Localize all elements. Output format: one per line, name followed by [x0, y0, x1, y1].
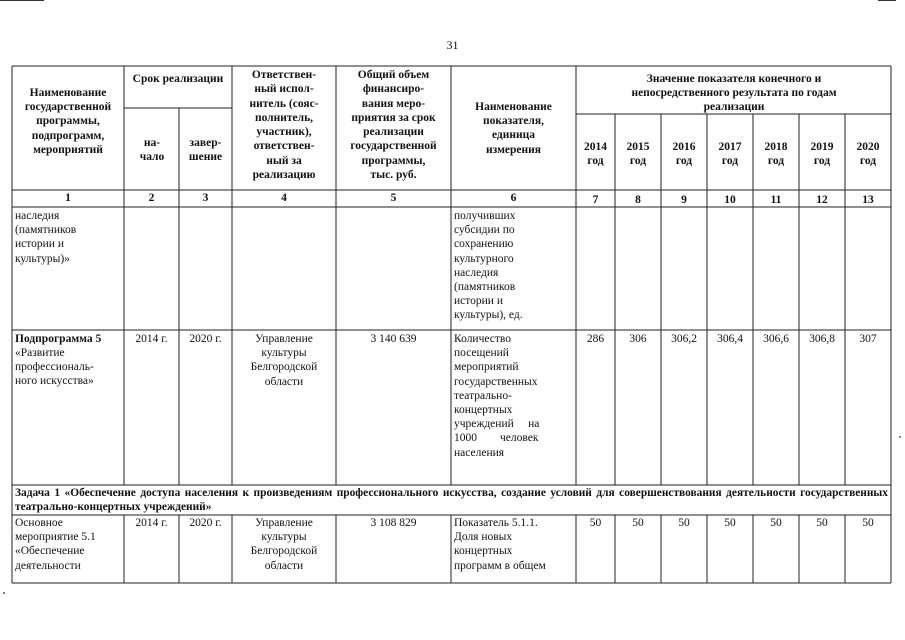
continuation-indicator-text: получивших субсидии по сохранению культурного наследия (памятников истории и культуры), ед. — [454, 210, 523, 322]
column-number: 1 — [65, 192, 71, 204]
subprogram-value: 286 — [586, 333, 605, 345]
subprogram-value: 306,2 — [671, 333, 697, 345]
header-end: завер- шение — [188, 137, 223, 164]
column-number: 6 — [510, 192, 517, 204]
header-year: 2014 год — [584, 141, 607, 168]
column-number: 13 — [862, 194, 874, 206]
subprogram-value: 306,8 — [809, 333, 835, 345]
subprogram-value: 306,4 — [717, 333, 743, 345]
subprogram-funding: 3 140 639 — [370, 333, 417, 345]
header-indicator-values: Значение показателя конечного и непосредственного результата по годам реализации — [631, 73, 837, 114]
subprogram-end: 2020 г. — [189, 333, 222, 345]
column-number: 12 — [816, 194, 828, 206]
continuation-program-text: наследия (памятников истории и культуры)» — [15, 210, 77, 265]
column-number: 8 — [635, 194, 641, 206]
header-responsible: Ответствен- ный испол- нитель (сояс- полнитель, участник), ответствен- ный за реализацию — [249, 69, 319, 182]
measure-value: 50 — [724, 517, 736, 529]
column-number: 2 — [148, 192, 155, 204]
subprogram-title: Подпрограмма 5 — [15, 333, 102, 345]
column-number: 11 — [770, 194, 782, 206]
measure-value: 50 — [770, 517, 782, 529]
column-number: 10 — [724, 194, 736, 206]
measure-value: 50 — [632, 517, 644, 529]
subprogram-value: 306 — [629, 333, 647, 345]
measure-value: 50 — [862, 517, 874, 529]
header-year: 2018 год — [764, 141, 788, 168]
task-row-text: Задача 1 «Обеспечение доступа населения к произведениям профессионального искусства, создание условий для совершенствования деятельности государственных театрально-концертных учреждений» — [15, 487, 888, 513]
measure-value: 50 — [589, 517, 602, 529]
measure-end: 2020 г. — [189, 517, 222, 529]
subprogram-start: 2014 г. — [135, 333, 168, 345]
column-number: 5 — [390, 192, 397, 204]
header-year: 2017 год — [718, 141, 742, 168]
measure-responsible: Управление культуры Белгородской области — [250, 517, 318, 572]
scan-speck — [899, 436, 901, 438]
measure-indicator: Показатель 5.1.1. Доля новых концертных программ в общем — [454, 517, 546, 572]
header-term: Срок реализации — [132, 73, 224, 85]
header-year: 2020 год — [856, 141, 880, 168]
column-number: 7 — [592, 194, 599, 206]
subprogram-indicator: Количество посещений мероприятий государственных театрально- концертных учреждений на 1000 человек населения — [454, 333, 540, 459]
measure-value: 50 — [678, 517, 690, 529]
subprogram-value: 307 — [859, 333, 877, 345]
header-year: 2015 год — [626, 141, 650, 168]
column-number: 9 — [681, 194, 687, 206]
header-indicator-name: Наименование показателя, единица измерения — [475, 101, 552, 156]
header-year: 2019 год — [810, 141, 834, 168]
header-year: 2016 год — [672, 141, 696, 168]
scan-speck — [3, 592, 5, 594]
page-number: 31 — [446, 38, 459, 52]
column-number: 4 — [281, 192, 287, 204]
subprogram-responsible: Управление культуры Белгородской области — [250, 333, 318, 388]
subprogram-value: 306,6 — [763, 333, 789, 345]
measure-start: 2014 г. — [135, 517, 168, 529]
header-total-funding: Общий объем финансиро- вания меро- приятия за срок реализации государственной программы, тыс. руб. — [350, 69, 437, 182]
measure-name: Основное мероприятие 5.1 «Обеспечение деятельности — [15, 517, 96, 572]
measure-value: 50 — [816, 517, 828, 529]
header-start: на- чало — [139, 137, 165, 164]
header-program-name: Наименование государственной программы, подпрограмм, мероприятий — [24, 87, 112, 156]
subprogram-name: «Развитие профессиональ- ного искусства» — [15, 347, 94, 388]
measure-funding: 3 108 829 — [370, 517, 417, 529]
column-number: 3 — [202, 192, 209, 204]
